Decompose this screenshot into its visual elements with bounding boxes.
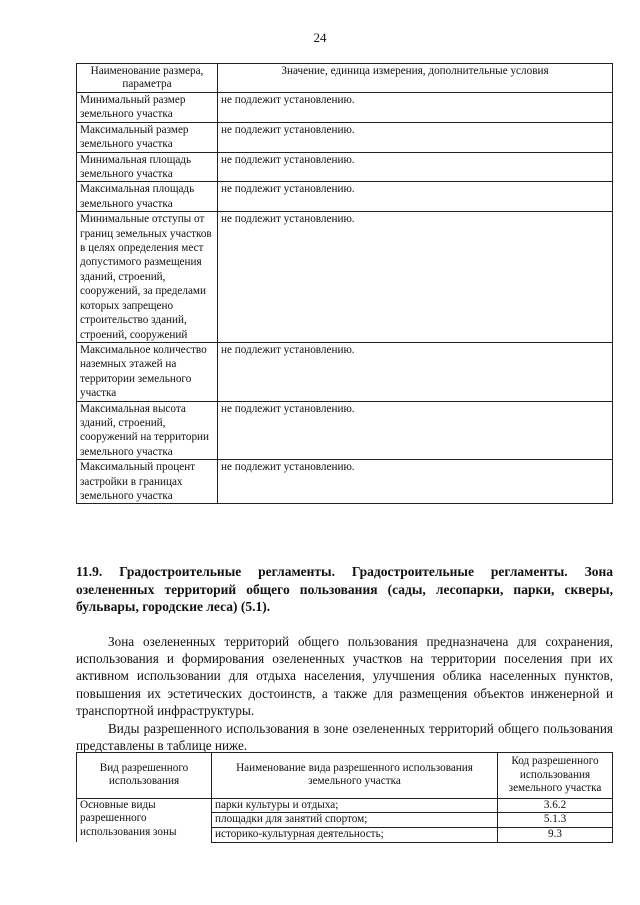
header-use-type: Вид разрешенного использования	[77, 753, 212, 799]
body-paragraph: Виды разрешенного использования в зоне озелененных территорий общего пользования представлены в таблице ниже.	[76, 721, 613, 754]
header-use-code: Код разрешенного использования земельного участка	[498, 753, 613, 799]
use-name: площадки для занятий спортом;	[212, 813, 498, 828]
header-parameter-name: Наименование размера, параметра	[77, 64, 218, 93]
header-use-name: Наименование вида разрешенного использования земельного участка	[212, 753, 498, 799]
use-code: 3.6.2	[498, 798, 613, 813]
table-row	[77, 182, 613, 212]
table-row	[77, 152, 613, 182]
parameter-value: не подлежит установлению.	[218, 182, 613, 212]
parameter-name: Максимальный размер земельного участка	[77, 122, 218, 152]
parameter-value: не подлежит установлению.	[218, 460, 613, 504]
use-name: парки культуры и отдыха;	[212, 798, 498, 813]
use-code: 9.3	[498, 827, 613, 842]
body-paragraph: Зона озелененных территорий общего пользования предназначена для сохранения, использования и формирования озелененных участков на территории поселения при их активном использовании для отдыха населения, улучшения облика населенных пунктов, повышения их эстетических достоинств, а также для размещения объектов инженерной и транспортной инфраструктуры.	[76, 634, 613, 718]
use-code: 5.1.3	[498, 813, 613, 828]
parameters-table	[76, 63, 613, 504]
parameter-value: не подлежит установлению.	[218, 152, 613, 182]
parameter-name: Максимальное количество наземных этажей на территории земельного участка	[77, 342, 218, 401]
use-name: историко-культурная деятельность;	[212, 827, 498, 842]
header-parameter-value: Значение, единица измерения, дополнительные условия	[218, 64, 613, 93]
table-row	[77, 401, 613, 460]
table-row	[77, 122, 613, 152]
parameter-name: Максимальная площадь земельного участка	[77, 182, 218, 212]
parameter-name: Минимальный размер земельного участка	[77, 93, 218, 123]
table-row	[77, 798, 613, 813]
table-row	[77, 212, 613, 343]
page-number: 24	[313, 30, 327, 45]
parameter-name: Максимальный процент застройки в границах земельного участка	[77, 460, 218, 504]
parameter-value: не подлежит установлению.	[218, 342, 613, 401]
parameters-table-header	[77, 64, 613, 93]
use-category: Основные виды разрешенного использования зоны	[77, 798, 212, 842]
parameter-value: не подлежит установлению.	[218, 401, 613, 460]
parameter-value: не подлежит установлению.	[218, 122, 613, 152]
permitted-uses-table	[76, 752, 613, 843]
parameter-name: Минимальные отступы от границ земельных участков в целях определения мест допустимого размещения зданий, строений, сооружений, за пределами которых запрещено строительство зданий, строений, сооружений	[77, 212, 218, 343]
parameter-name: Максимальная высота зданий, строений, сооружений на территории земельного участка	[77, 401, 218, 460]
table-row	[77, 460, 613, 504]
parameter-value: не подлежит установлению.	[218, 93, 613, 123]
parameter-name: Минимальная площадь земельного участка	[77, 152, 218, 182]
section-heading: 11.9. Градостроительные регламенты. Градостроительные регламенты. Зона озелененных территорий общего пользования (сады, лесопарки, парки, скверы, бульвары, городские леса) (5.1).	[76, 564, 613, 614]
parameter-value: не подлежит установлению.	[218, 212, 613, 343]
table-row	[77, 342, 613, 401]
table-row	[77, 93, 613, 123]
permitted-uses-header	[77, 753, 613, 799]
